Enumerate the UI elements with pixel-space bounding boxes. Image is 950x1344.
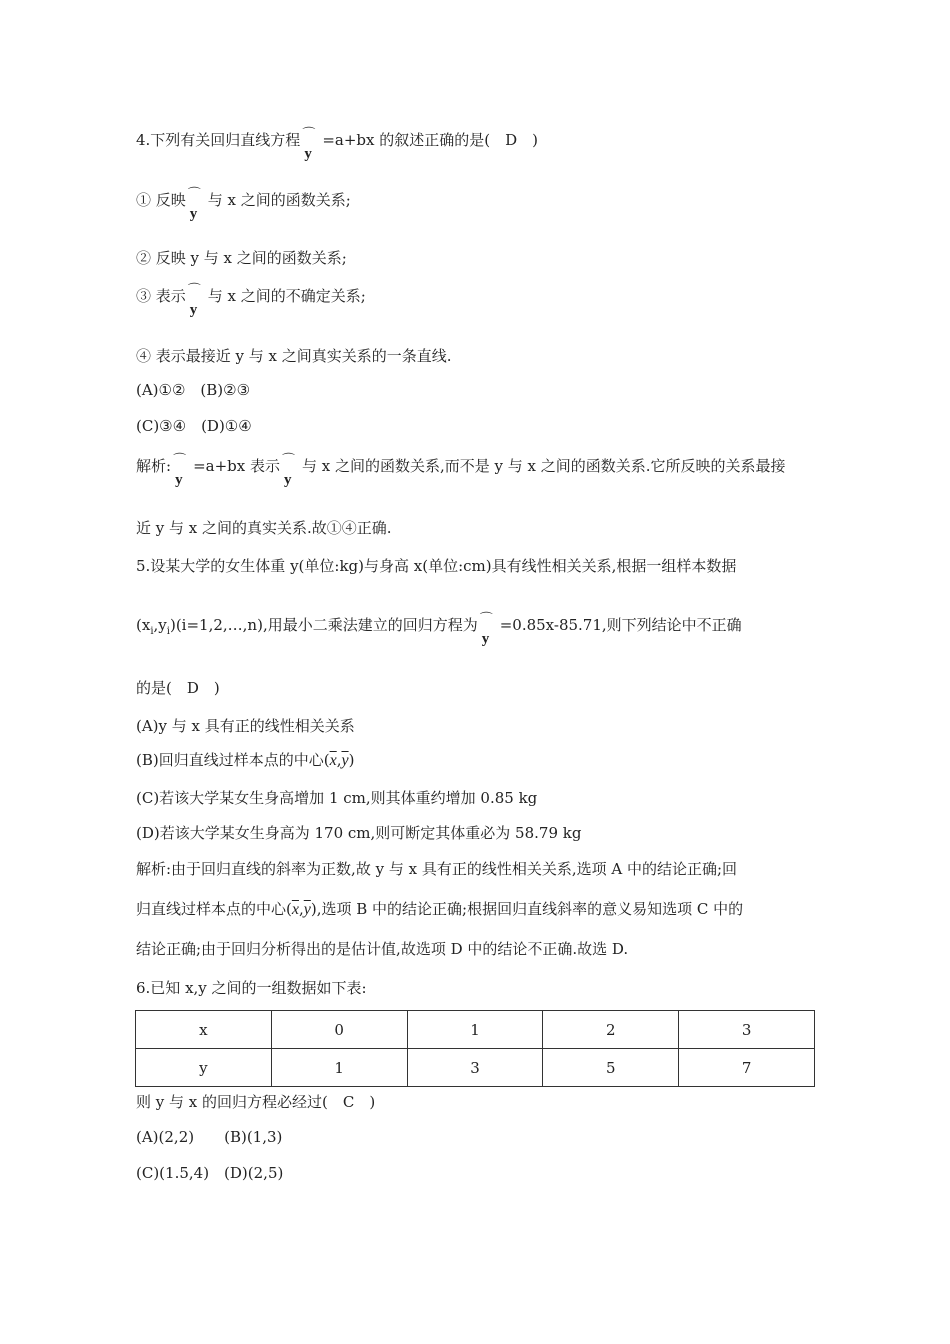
table-cell: y [136, 1049, 272, 1087]
q5-option-a: (A)y 与 x 具有正的线性相关关系 [136, 717, 355, 735]
y-hat-symbol: ⌒ y [302, 127, 316, 162]
y-hat-symbol: ⌒ y [187, 283, 201, 318]
table-cell: 1 [407, 1011, 543, 1049]
q4-option-1: ① 反映 ⌒ y 与 x 之间的函数关系; [136, 187, 351, 222]
table-cell: 3 [407, 1049, 543, 1087]
y-hat-symbol: ⌒ y [281, 453, 295, 488]
table-cell: x [136, 1011, 272, 1049]
table-row [136, 1011, 815, 1049]
table-cell: 7 [679, 1049, 815, 1087]
y-hat-symbol: ⌒ y [479, 612, 493, 647]
y-bar: $\overline{y}$ [341, 752, 349, 769]
table-cell: 1 [271, 1049, 407, 1087]
table-row [136, 1049, 815, 1087]
q5-stem-line2: $(x_i,y_i)(i=1,2,\dots,n)$,用最小二乘法建立的回归方程为 ⌒ y =0.85x-85.71,则下列结论中不正确 [136, 612, 742, 647]
table-cell: 0 [271, 1011, 407, 1049]
q4-option-2: ② 反映 y 与 x 之间的函数关系; [136, 249, 347, 267]
q4-choices-cd: (C)③④ (D)①④ [136, 417, 252, 435]
x-bar: $\overline{x}$ [291, 901, 299, 918]
q6-choices-ab: (A)(2,2) (B)(1,3) [136, 1128, 283, 1146]
q4-option-4: ④ 表示最接近 y 与 x 之间真实关系的一条直线. [136, 347, 452, 365]
y-hat-symbol: ⌒ y [187, 187, 201, 222]
q4-solution-line1: 解析: ⌒ y =a+bx 表示 ⌒ y 与 x 之间的函数关系,而不是 y 与 x 之间的函数关系.它所反映的关系最接 [136, 453, 786, 488]
q6-choices-cd: (C)(1.5,4) (D)(2,5) [136, 1164, 284, 1182]
data-table [135, 1010, 815, 1087]
x-bar: $\overline{x}$ [329, 752, 337, 769]
table-cell: 2 [543, 1011, 679, 1049]
q4-choices-ab: (A)①② (B)②③ [136, 381, 251, 399]
q5-stem-line3: 的是( D ) [136, 679, 220, 697]
table-cell: 3 [679, 1011, 815, 1049]
q5-solution-line3: 结论正确;由于回归分析得出的是估计值,故选项 D 中的结论不正确.故选 D. [136, 940, 629, 958]
q4-solution-line2: 近 y 与 x 之间的真实关系.故①④正确. [136, 519, 392, 537]
y-hat-symbol: ⌒ y [173, 453, 187, 488]
q5-option-d: (D)若该大学某女生身高为 170 cm,则可断定其体重必为 58.79 kg [136, 824, 582, 842]
q5-solution-line2: 归直线过样本点的中心$(\overline{x},\overline{y})$,选项 B 中的结论正确;根据回归直线斜率的意义易知选项 C 中的 [136, 900, 744, 918]
q5-option-b: (B)回归直线过样本点的中心$(\overline{x},\overline{y})$ [136, 751, 355, 769]
q5-stem-line1: 5.设某大学的女生体重 y(单位:kg)与身高 x(单位:cm)具有线性相关关系,根据一组样本数据 [136, 557, 737, 575]
q4-stem: 4.下列有关回归直线方程 ⌒ y =a+bx 的叙述正确的是( D ) [136, 127, 538, 162]
table-cell: 5 [543, 1049, 679, 1087]
q6-stem: 6.已知 x,y 之间的一组数据如下表: [136, 979, 367, 997]
q6-question: 则 y 与 x 的回归方程必经过( C ) [136, 1093, 376, 1111]
y-bar: $\overline{y}$ [303, 901, 311, 918]
q4-option-3: ③ 表示 ⌒ y 与 x 之间的不确定关系; [136, 283, 366, 318]
q5-solution-line1: 解析:由于回归直线的斜率为正数,故 y 与 x 具有正的线性相关关系,选项 A 中的结论正确;回 [136, 860, 738, 878]
q5-option-c: (C)若该大学某女生身高增加 1 cm,则其体重约增加 0.85 kg [136, 789, 538, 807]
